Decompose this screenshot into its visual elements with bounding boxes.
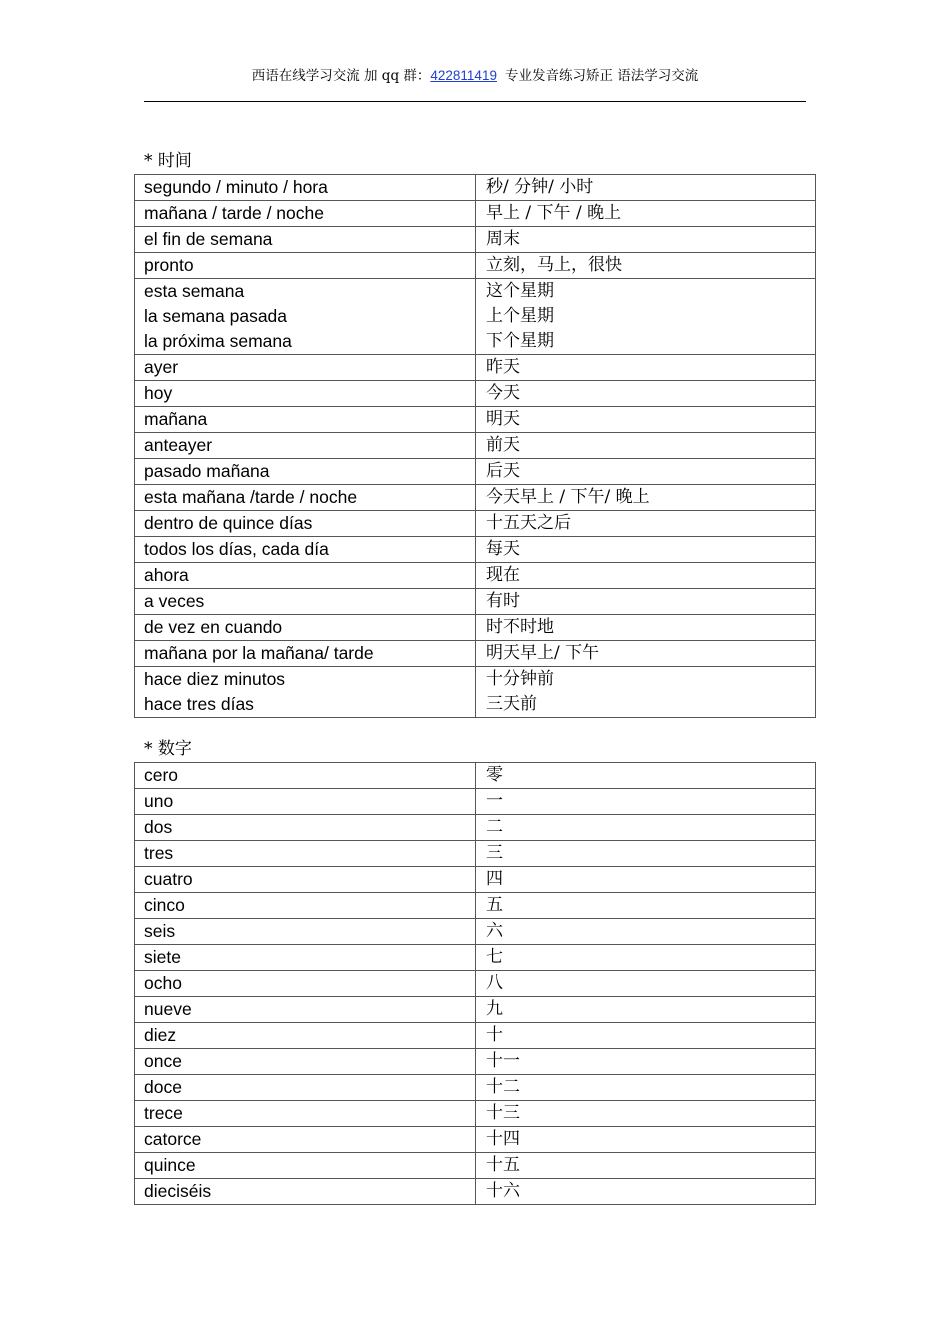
spanish-term-cell: pronto bbox=[135, 253, 476, 279]
chinese-translation-cell: 前天 bbox=[476, 433, 816, 459]
table-row bbox=[135, 1153, 816, 1179]
chinese-translation-cell: 每天 bbox=[476, 537, 816, 563]
spanish-term-cell: dentro de quince días bbox=[135, 511, 476, 537]
table-row bbox=[135, 971, 816, 997]
spanish-term-cell: once bbox=[135, 1049, 476, 1075]
spanish-term-cell: todos los días, cada día bbox=[135, 537, 476, 563]
spanish-term-cell: mañana por la mañana/ tarde bbox=[135, 641, 476, 667]
chinese-translation-cell: 明天早上/ 下午 bbox=[476, 641, 816, 667]
spanish-term-cell: tres bbox=[135, 841, 476, 867]
table-row bbox=[135, 563, 816, 589]
chinese-translation-cell: 六 bbox=[476, 919, 816, 945]
spanish-term-cell: a veces bbox=[135, 589, 476, 615]
spanish-term-cell: el fin de semana bbox=[135, 227, 476, 253]
table-row bbox=[135, 1023, 816, 1049]
spanish-term-cell: mañana / tarde / noche bbox=[135, 201, 476, 227]
spanish-term-cell: cero bbox=[135, 763, 476, 789]
table-row bbox=[135, 763, 816, 789]
table-row bbox=[135, 279, 816, 355]
spanish-term-cell: pasado mañana bbox=[135, 459, 476, 485]
qq-group-link[interactable]: 422811419 bbox=[430, 68, 497, 83]
table-row bbox=[135, 945, 816, 971]
spanish-term-cell: siete bbox=[135, 945, 476, 971]
chinese-translation-cell: 零 bbox=[476, 763, 816, 789]
spanish-term-cell: hoy bbox=[135, 381, 476, 407]
spanish-term-cell: anteayer bbox=[135, 433, 476, 459]
chinese-translation-cell: 四 bbox=[476, 867, 816, 893]
section-title-numbers: * 数字 bbox=[144, 739, 192, 759]
table-row bbox=[135, 867, 816, 893]
table-row bbox=[135, 201, 816, 227]
chinese-translation-cell: 立刻，马上，很快 bbox=[476, 253, 816, 279]
spanish-term-cell: mañana bbox=[135, 407, 476, 433]
table-row bbox=[135, 227, 816, 253]
table-row bbox=[135, 511, 816, 537]
table-row bbox=[135, 997, 816, 1023]
header-suffix: 专业发音练习矫正 语法学习交流 bbox=[504, 68, 699, 84]
spanish-term-cell: segundo / minuto / hora bbox=[135, 175, 476, 201]
spanish-term-cell: ahora bbox=[135, 563, 476, 589]
chinese-translation-cell: 十三 bbox=[476, 1101, 816, 1127]
chinese-translation-cell: 昨天 bbox=[476, 355, 816, 381]
chinese-translation-cell: 九 bbox=[476, 997, 816, 1023]
table-row bbox=[135, 667, 816, 718]
spanish-term-cell: ayer bbox=[135, 355, 476, 381]
spanish-term-cell: esta semana la semana pasada la próxima semana bbox=[135, 279, 476, 355]
spanish-term-cell: dieciséis bbox=[135, 1179, 476, 1205]
chinese-translation-cell: 二 bbox=[476, 815, 816, 841]
header-prefix: 西语在线学习交流 加 qq 群： bbox=[251, 68, 431, 84]
spanish-term-cell: catorce bbox=[135, 1127, 476, 1153]
chinese-translation-cell: 有时 bbox=[476, 589, 816, 615]
table-row bbox=[135, 815, 816, 841]
table-row bbox=[135, 1179, 816, 1205]
chinese-translation-cell: 明天 bbox=[476, 407, 816, 433]
chinese-translation-cell: 八 bbox=[476, 971, 816, 997]
header-divider bbox=[144, 101, 806, 102]
spanish-term-cell: uno bbox=[135, 789, 476, 815]
table-row bbox=[135, 381, 816, 407]
table-row bbox=[135, 537, 816, 563]
chinese-translation-cell: 十二 bbox=[476, 1075, 816, 1101]
chinese-translation-cell: 十分钟前 三天前 bbox=[476, 667, 816, 718]
table-row bbox=[135, 615, 816, 641]
chinese-translation-cell: 五 bbox=[476, 893, 816, 919]
spanish-term-cell: cuatro bbox=[135, 867, 476, 893]
chinese-translation-cell: 十一 bbox=[476, 1049, 816, 1075]
table-row bbox=[135, 459, 816, 485]
spanish-term-cell: ocho bbox=[135, 971, 476, 997]
time-vocab-table bbox=[134, 174, 816, 718]
chinese-translation-cell: 周末 bbox=[476, 227, 816, 253]
chinese-translation-cell: 这个星期 上个星期 下个星期 bbox=[476, 279, 816, 355]
chinese-translation-cell: 十四 bbox=[476, 1127, 816, 1153]
page-header bbox=[0, 66, 950, 86]
chinese-translation-cell: 早上 / 下午 / 晚上 bbox=[476, 201, 816, 227]
table-row bbox=[135, 433, 816, 459]
spanish-term-cell: doce bbox=[135, 1075, 476, 1101]
chinese-translation-cell: 秒/ 分钟/ 小时 bbox=[476, 175, 816, 201]
table-row bbox=[135, 1101, 816, 1127]
chinese-translation-cell: 今天早上 / 下午/ 晚上 bbox=[476, 485, 816, 511]
spanish-term-cell: hace diez minutos hace tres días bbox=[135, 667, 476, 718]
table-row bbox=[135, 1075, 816, 1101]
chinese-translation-cell: 今天 bbox=[476, 381, 816, 407]
table-row bbox=[135, 355, 816, 381]
table-row bbox=[135, 589, 816, 615]
spanish-term-cell: diez bbox=[135, 1023, 476, 1049]
table-row bbox=[135, 485, 816, 511]
chinese-translation-cell: 十六 bbox=[476, 1179, 816, 1205]
spanish-term-cell: esta mañana /tarde / noche bbox=[135, 485, 476, 511]
section-title-time: * 时间 bbox=[144, 151, 192, 171]
chinese-translation-cell: 七 bbox=[476, 945, 816, 971]
chinese-translation-cell: 时不时地 bbox=[476, 615, 816, 641]
spanish-term-cell: quince bbox=[135, 1153, 476, 1179]
chinese-translation-cell: 十五天之后 bbox=[476, 511, 816, 537]
spanish-term-cell: seis bbox=[135, 919, 476, 945]
spanish-term-cell: cinco bbox=[135, 893, 476, 919]
spanish-term-cell: trece bbox=[135, 1101, 476, 1127]
spanish-term-cell: nueve bbox=[135, 997, 476, 1023]
numbers-vocab-table bbox=[134, 762, 816, 1205]
table-row bbox=[135, 893, 816, 919]
table-row bbox=[135, 253, 816, 279]
table-row bbox=[135, 175, 816, 201]
chinese-translation-cell: 十 bbox=[476, 1023, 816, 1049]
table-row bbox=[135, 641, 816, 667]
table-row bbox=[135, 919, 816, 945]
chinese-translation-cell: 十五 bbox=[476, 1153, 816, 1179]
spanish-term-cell: dos bbox=[135, 815, 476, 841]
table-row bbox=[135, 841, 816, 867]
spanish-term-cell: de vez en cuando bbox=[135, 615, 476, 641]
chinese-translation-cell: 现在 bbox=[476, 563, 816, 589]
chinese-translation-cell: 一 bbox=[476, 789, 816, 815]
chinese-translation-cell: 三 bbox=[476, 841, 816, 867]
table-row bbox=[135, 789, 816, 815]
table-row bbox=[135, 407, 816, 433]
table-row bbox=[135, 1127, 816, 1153]
chinese-translation-cell: 后天 bbox=[476, 459, 816, 485]
table-row bbox=[135, 1049, 816, 1075]
